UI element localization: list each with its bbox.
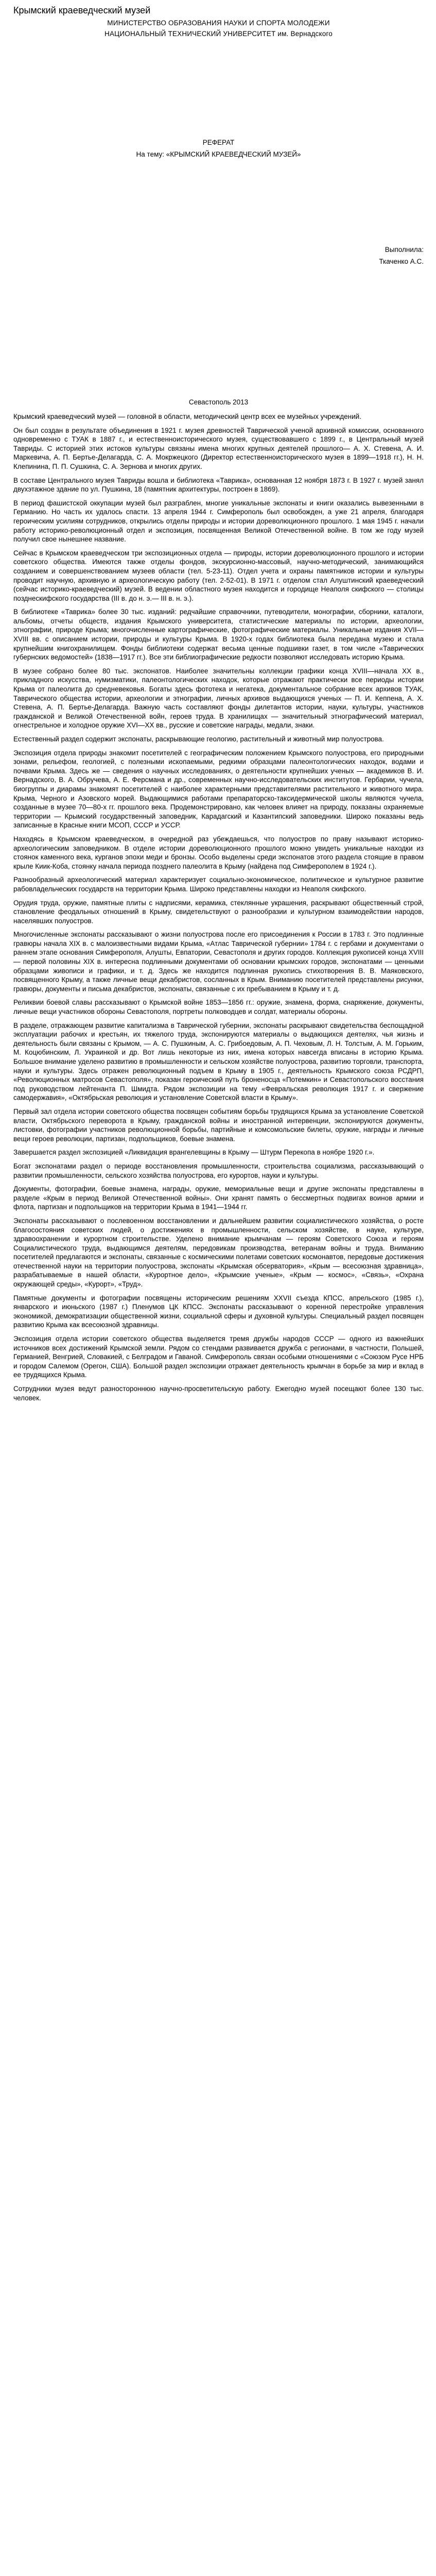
ministry-line: МИНИСТЕРСТВО ОБРАЗОВАНИЯ НАУКИ И СПОРТА МОЛОДЕЖИ xyxy=(107,19,330,27)
body-paragraph: В музее собрано более 80 тыс. экспонатов. Наиболее значительны коллекции графики конца XVIII—начала XX в., прикладного искусства, нумизматики, палеонтологических находок, которые отражают практически все периоды истории Крыма от палеолита до средневековья. Богаты здесь фототека и негатека, документальное собрание всех архивов ТУАК, Таврического общества истории, археологии и этнографии, личных архивов выдающихся ученых — П. И. Кеппена, А. Х. Стевена, А. П. Бертье-Делагарда. Важную часть составляют фонды дилетантов истории, науки, культуры, участников гражданской и Великой Отечественной войн, героев труда. В хранилищах — значительный этнографический материал, огнестрельное и холодное оружие XVI—XX вв., русские и советские награды, медали, знаки. xyxy=(13,667,424,730)
body-paragraph: Памятные документы и фотографии посвящены историческим решениям XXVII съезда КПСС, апрельского (1985 г.), январского и июньского (1987 г.) Пленумов ЦК КПСС. Экспонаты рассказывают о коренной перестройке управления экономикой, демократизации общественной жизни, социальной сферы и духовной культуры. Специальный раздел посвящен развитию Крыма как всесоюзной здравницы. xyxy=(13,1294,424,1329)
body-paragraph: В составе Центрального музея Тавриды вошла и библиотека «Таврика», основанная 12 ноября 1873 г. В 1927 г. музей занял двухэтажное здание по ул. Пушкина, 18 (памятник архитектуры, построен в 1869). xyxy=(13,476,424,494)
referat-topic: На тему: «КРЫМСКИЙ КРАЕВЕДЧЕСКИЙ МУЗЕЙ» xyxy=(136,150,301,158)
body-paragraph: Экспозиция отдела истории советского общества выделяется тремя дружбы народов СССР — одного из важнейших источников всех достижений Крымской земли. Рядом со стендами развивается дружба с регионами, в частности, Польшей, Германией, Венгрией, Словакией, с Белградом и Гаваной. Симферополь связан особыми отношениями с «Союзом Русе НРБ и городом Салемом (Орегон, США). Большой раздел экспозиции отражает деятельность крымчан в борьбе за мир и вклад в ее трудящихся Крыма. xyxy=(13,1335,424,1379)
body-paragraph: Многочисленные экспонаты рассказывают о жизни полуострова после его присоединения к России в 1783 г. Это подлинные гравюры начала XIX в. с малоизвестными видами Крыма, «Атлас Таврической губернии» 1784 г. с гербами и документами о раннем этапе основания Симферополя, Алушты, Евпатории, Севастополя и других городов. Коллекция рукописей конца XVIII — первой половины XIX в. интересна подлинными документами об основании крымских городов, экспонатами — ценными образцами живописи и графики, и т. д. Здесь же находится подлинная рукопись стихотворения В. В. Маяковского, посвященного Крыму, а также личные вещи декабристов, сосланных в Крым. Вниманию посетителей представлены рисунки, гравюры, документы и письма декабристов, экспонаты, связанные с их пребыванием в Крыму и т. д. xyxy=(13,930,424,993)
spacer xyxy=(13,41,424,139)
spacer xyxy=(13,158,424,246)
body-paragraph: Находясь в Крымском краеведческом, в очередной раз убеждаешься, что полуостров по праву называют историко-археологическим заповедником. В отделе истории дореволюционного прошлого можно увидеть уникальные находки из стоянок каменного века, курганов эпохи меди и бронзы. Особо выделены среди экспонатов этого раздела стоящие в правом крыле Киик-Коба, стоянку начала периода позднего палеолита в Крыму (найдена под Симферополем в 1924 г.). xyxy=(13,835,424,870)
author-name: Ткаченко А.С. xyxy=(379,258,424,265)
body-paragraph: Завершается раздел экспозицией «Ликвидация врангелевщины в Крыму — Штурм Перекопа в ноябре 1920 г.». xyxy=(13,1148,375,1157)
body-text xyxy=(13,412,424,1402)
city-year: Севастополь 2013 xyxy=(188,398,249,406)
spacer xyxy=(13,269,424,398)
body-paragraph: Богат экспонатами раздел о периоде восстановления промышленности, строительства социализма, рассказывающий о развитии промышленности, сельского хозяйства полуострова, его курортов, науки и культуры. xyxy=(13,1162,424,1179)
body-paragraph: Сейчас в Крымском краеведческом три экспозиционных отдела — природы, истории дореволюционного прошлого и истории советского общества. Имеются также отделы фондов, экскурсионно-массовый, научно-методический, занимающийся созданием и совершенствованием музеев области (тел. 5-23-11). Отдел учета и охраны памятников истории и культуры проводит научную, архивную и археологическую работу (тел. 2-52-01). В 1971 г. отделом стал Алуштинский краеведческий (сейчас историко-краеведческий) музей. В ведении областного музея находится и городище Неаполя скифского — столицы позднескифского государства (III в. до н. э.— III в. н. э.). xyxy=(13,549,424,602)
body-paragraph: В период фашистской оккупации музей был разграблен, многие уникальные экспонаты и книги оказались вывезенными в Германию. Но часть их удалось спасти. 13 апреля 1944 г. Симферополь был освобожден, а уже 21 апреля, благодаря героическим усилиям сотрудников, открылись отделы природы и истории дореволюционного прошлого. 1 мая 1945 г. начали работу историко-революционный отдел и экспозиция, посвященная Великой Отечественной войне. В том же году музей получил свое нынешнее название. xyxy=(13,499,424,544)
body-paragraph: В библиотеке «Таврика» более 30 тыс. изданий: редчайшие справочники, путеводители, монографии, сборники, каталоги, альбомы, отчеты обществ, издания Крымского университета, статистические материалы по истории, археологии, этнографии, природе Крыма; многочисленные картографические, фотографические материалы. Уникальные издания XVII—XVIII вв. с описанием истории, природы и культуры Крыма. В 1920-х годах библиотека была передана музею и стала крупнейшим книгохранилищем. Фонды библиотеки содержат весьма ценные подшивки газет, в том числе «Таврических губернских ведомостей» (1838—1917 гг.). Все эти библиографические редкости позволяют исследовать историю Крыма. xyxy=(13,608,424,662)
body-paragraph: Сотрудники музея ведут разностороннюю научно-просветительскую работу. Ежегодно музей посещают более 130 тыс. человек. xyxy=(13,1385,424,1402)
referat-label: РЕФЕРАТ xyxy=(202,139,235,146)
body-paragraph: Естественный раздел содержит экспонаты, раскрывающие геологию, растительный и животный мир полуострова. xyxy=(13,735,384,743)
body-paragraph: Крымский краеведческий музей — головной в области, методический центр всех ее музейных учреждений. xyxy=(13,413,361,420)
body-paragraph: Экспонаты рассказывают о послевоенном восстановлении и дальнейшем развитии социалистического хозяйства, о росте благосостояния советских людей, о достижениях в промышленности, сельском хозяйстве, в науке, культуре, здравоохранении и курортном строительстве. Уделено внимание крымчанам — героям Советского Союза и героям Социалистического труда, выдающимся деятелям, передовикам производства, ветеранам войны и труда. Вниманию посетителей предлагаются и экспонаты, связанные с космическими полетами советских космонавтов, передовые достижения отечественной науки на территории полуострова, экспонаты «Крымская обсерватория», «Крым — всесоюзная здравница», разрабатываемые в нашей области, «Курортное дело», «Крымские ученые», «Крым — космос», «Связь», «Охрана окружающей среды», «Курорт», «Труд». xyxy=(13,1216,424,1289)
body-paragraph: Первый зал отдела истории советского общества посвящен событиям борьбы трудящихся Крыма за установление Советской власти, Октябрьского переворота в Крыму, гражданской войны и иностранной интервенции, экспонируются документы, листовки, фотографии участников революционной борьбы, партийные и комсомольские билеты, оружие, награды и личные вещи героев революции, партизан, подпольщиков, боевые знамена. xyxy=(13,1107,424,1143)
body-paragraph: Орудия труда, оружие, памятные плиты с надписями, керамика, стеклянные украшения, раскрывают общественный строй, становление феодальных отношений в Крыму, свидетельствуют о разнообразии и культурном взаимодействии народов, населявших полуостров. xyxy=(13,899,424,925)
body-paragraph: Экспозиция отдела природы знакомит посетителей с географическим положением Крымского полуострова, его природными зонами, рельефом, геологией, с полезными ископаемыми, редкими образцами палеонтологических находок, водами и почвами Крыма. Здесь же — сведения о научных исследованиях, о деятельности крупнейших ученых — академиков В. И. Вернадского, В. А. Обручева, А. Е. Ферсмана и др., современных научно-исследовательских институтов. Гербарии, чучела, биогруппы и диарамы знакомят посетителей с наиболее характерными представителями растительного и животного мира. Крыма, Черного и Азовского морей. Выдающимися работами препараторско-таксидермической школы являются чучела, созданные в музее 70—80-х гг. прошлого века. Продемонстрировано, как человек влияет на природу, показаны охраняемые территории — Крымский государственный заповедник, Карадагский и Казантипский заповедники. Широко показаны ведь записанные в Красные книги МСОП, СССР и УССР. xyxy=(13,749,424,829)
body-paragraph: Он был создан в результате объединения в 1921 г. музея древностей Таврической ученой архивной комиссии, основанного одновременно с ТУАК в 1887 г., и естественноисторического музея, существовавшего с 1899 г., в Центральный музей Тавриды. С историей этих истоков культуры связаны имена многих крупных деятелей прошлого— А. Х. Стевена, А. И. Маркевича, А. П. Бертье-Делагарда, С. А. Мокржецкого (Директор естественноисторического музея в 1899—1918 гг.), Н. Н. Клепинина, П. П. Сушкина, С. А. Зернова и многих других. xyxy=(13,426,424,470)
performed-label: Выполнила: xyxy=(385,246,424,253)
body-paragraph: Реликвии боевой славы рассказывают о Крымской войне 1853—1856 гг.: оружие, знамена, форма, снаряжение, документы, личные вещи участников обороны Севастополя, портреты полководцев и солдат, материалы обороны. xyxy=(13,998,424,1016)
university-line: НАЦИОНАЛЬНЫЙ ТЕХНИЧЕСКИЙ УНИВЕРСИТЕТ им. Вернадского xyxy=(104,30,333,38)
body-paragraph: В разделе, отражающем развитие капитализма в Таврической губернии, экспонаты раскрывают свидетельства беспощадной эксплуатации рабочих и крестьян, их тяжелого труда, экспонируются материалы о выдающихся деятелях, чья жизнь и деятельность были связаны с Крымом, — А. С. Пушкиным, А. С. Грибоедовым, А. П. Чеховым, Л. Н. Толстым, А. М. Горьким, М. Коцюбинским, Л. Украинкой и др. Вот лишь некоторые из них, имена которых навсегда вписаны в историю Крыма. Большое внимание уделено развитию в промышленности и сельском хозяйстве полуострова, развитию торговли, транспорта, науки и культуры. Здесь отражен революционный подъем в Крыму в 1905 г., деятельность Крымского союза РСДРП, «Революционных матросов Севастополя», показан героический путь броненосца «Потемкин» и Севастопольского восстания под руководством лейтенанта П. Шмидта. Рядом экспозиции на тему «Февральская революция 1917 г. и свержение самодержавия», «Октябрьская революция и установление Советской власти в Крыму». xyxy=(13,1021,424,1102)
document-title: Крымский краеведческий музей xyxy=(13,5,151,15)
body-paragraph: Разнообразный археологический материал характеризует социально-экономическое, политическое и культурное развитие рабовладельческих государств на территории Крыма. Широко представлены находки из Неаполя скифского. xyxy=(13,876,424,893)
body-paragraph: Документы, фотографии, боевые знамена, награды, оружие, мемориальные вещи и другие экспонаты представлены в разделе «Крым в период Великой Отечественной войны». Они хранят память о бессмертных подвигах воинов армии и флота, партизан и подпольщиков на территории Крыма в 1941—1944 гг. xyxy=(13,1185,424,1211)
